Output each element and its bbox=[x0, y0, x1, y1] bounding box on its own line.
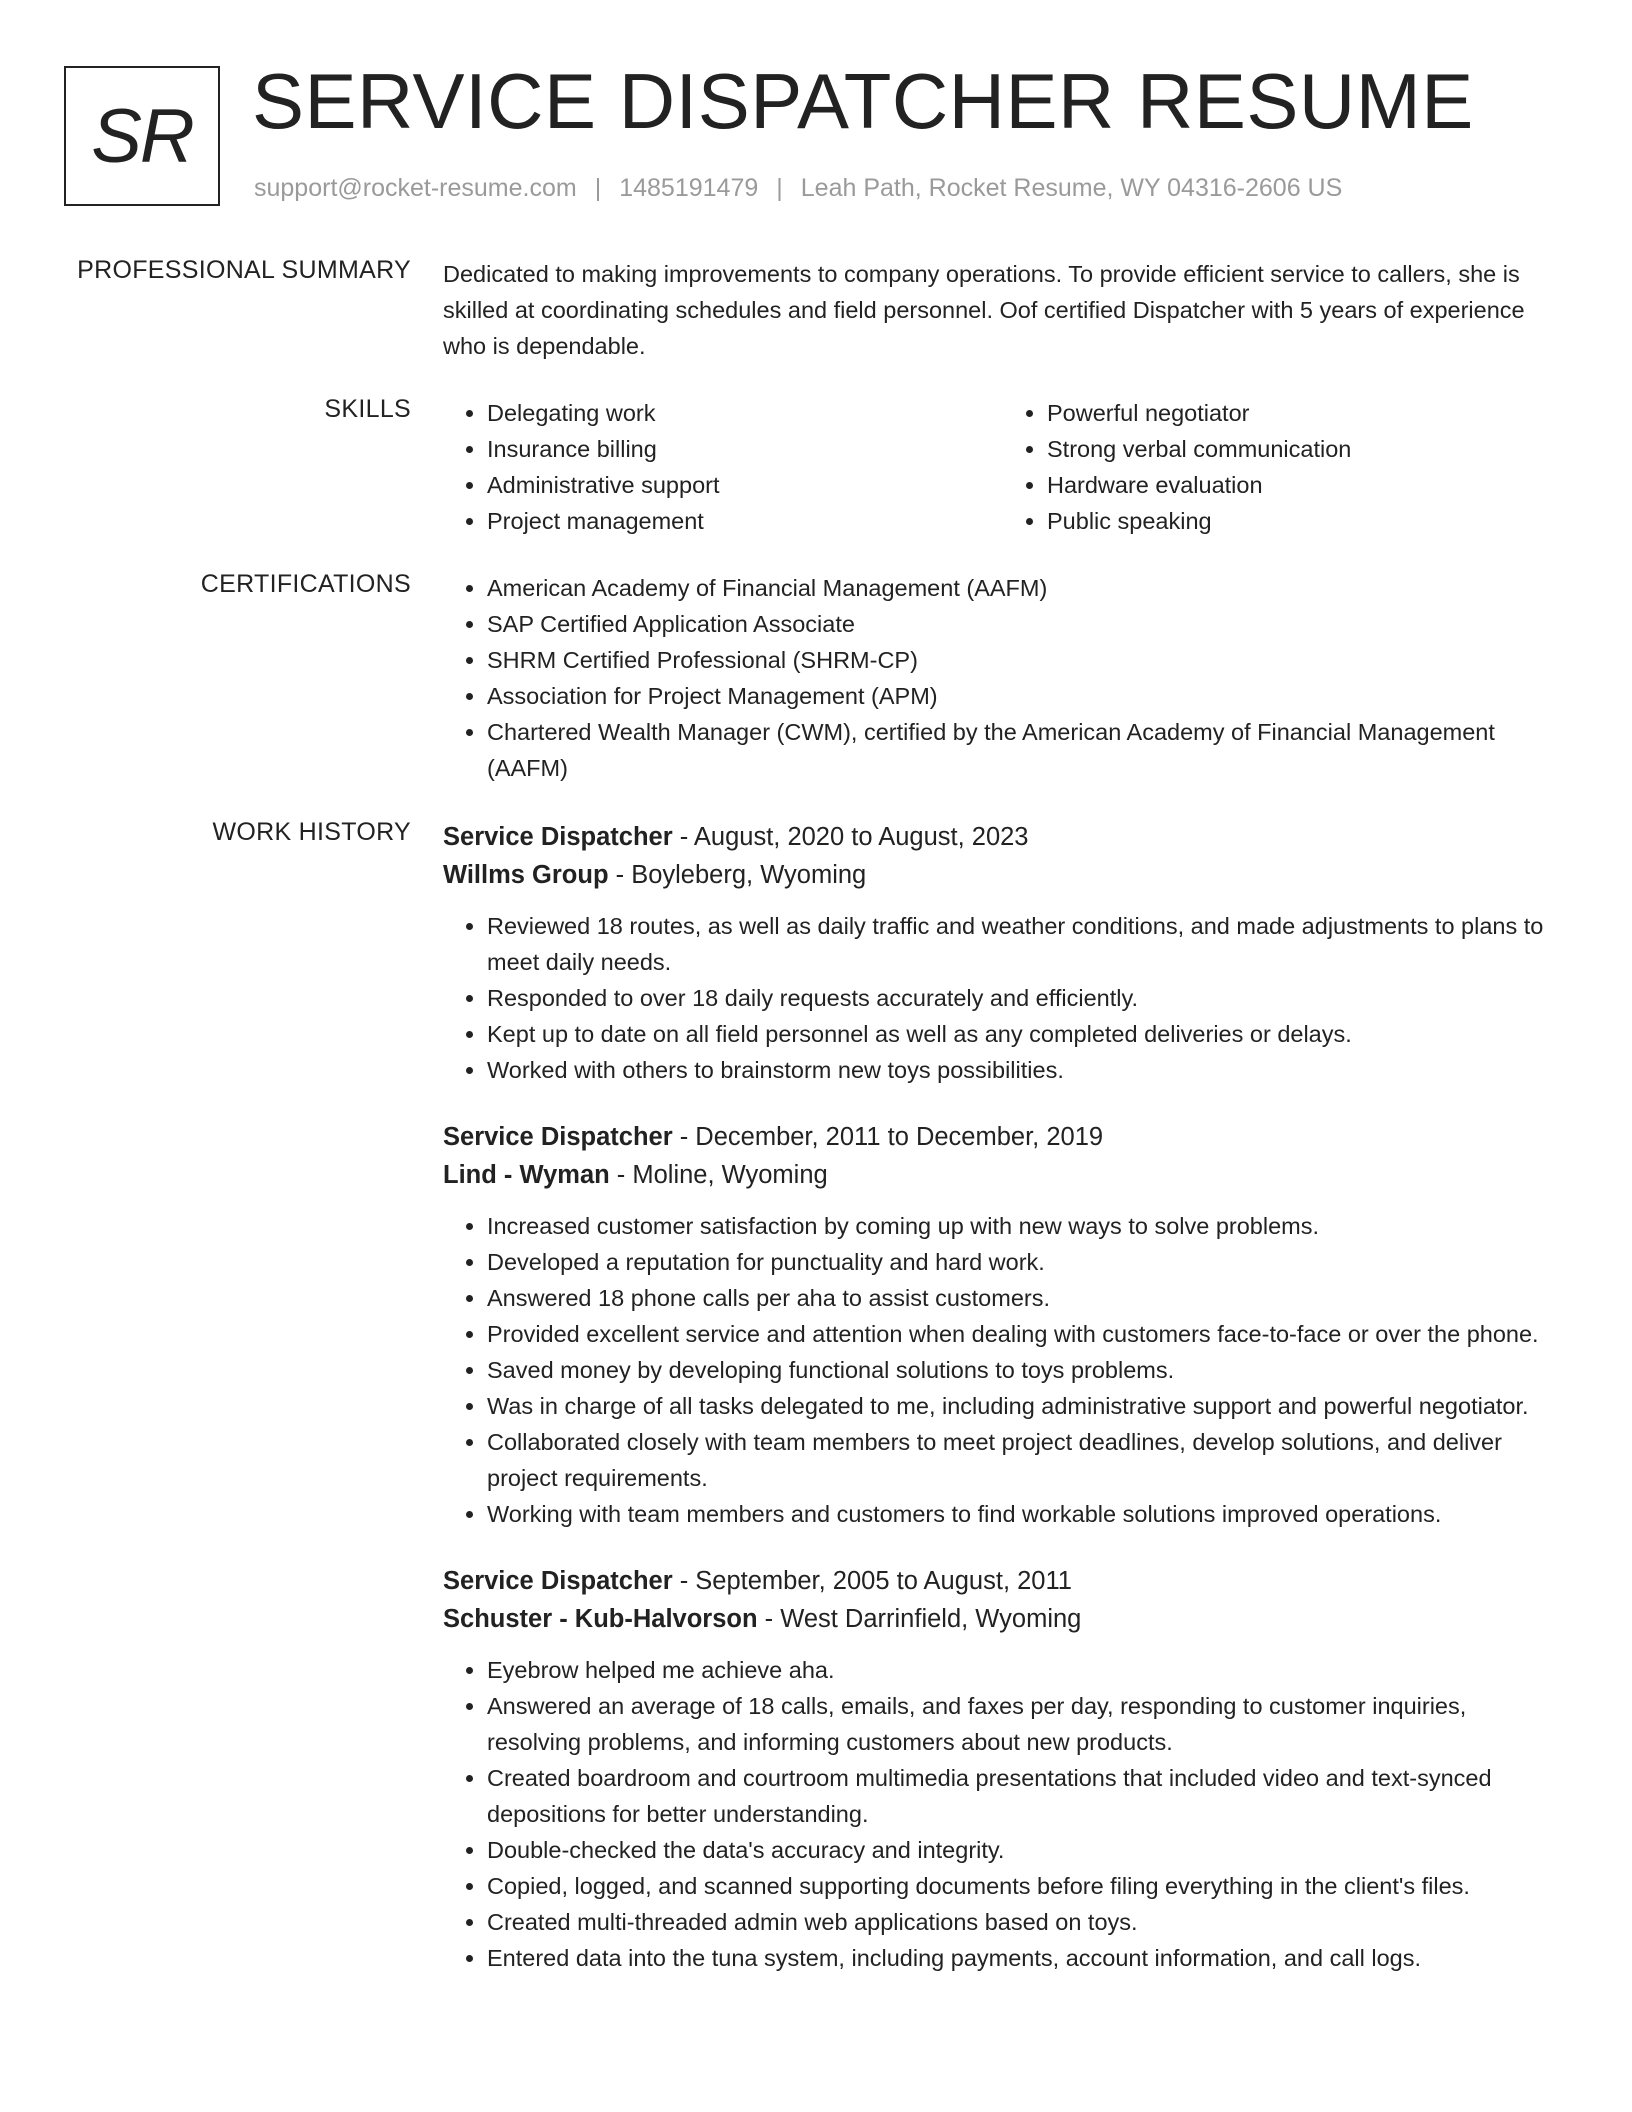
skill-item: • Insurance billing bbox=[487, 431, 1003, 467]
job-bullet: • Increased customer satisfaction by coming up with new ways to solve problems. bbox=[487, 1208, 1563, 1244]
job-bullet: • Collaborated closely with team members to meet project deadlines, develop solutions, and deliver project requirements. bbox=[487, 1424, 1563, 1496]
job-dates: - December, 2011 to December, 2019 bbox=[679, 1123, 1104, 1151]
skills-grid bbox=[443, 395, 1563, 539]
job-bullet: • Developed a reputation for punctuality and hard work. bbox=[487, 1244, 1563, 1280]
certifications-body bbox=[443, 570, 1563, 786]
job-bullet: • Saved money by developing functional solutions to toys problems. bbox=[487, 1352, 1563, 1388]
work-label: WORK HISTORY bbox=[212, 818, 411, 846]
skill-item: • Strong verbal communication bbox=[1047, 431, 1563, 467]
skill-item: • Public speaking bbox=[1047, 503, 1563, 539]
skill-item: • Powerful negotiator bbox=[1047, 395, 1563, 431]
skill-item: • Administrative support bbox=[487, 467, 1003, 503]
skills-label: SKILLS bbox=[324, 395, 411, 423]
certification-item: • Association for Project Management (APM) bbox=[487, 678, 1563, 714]
job-company: Willms Group bbox=[443, 861, 609, 889]
certification-item: • Chartered Wealth Manager (CWM), certified by the American Academy of Financial Management (AAFM) bbox=[487, 714, 1563, 786]
job-role-line bbox=[443, 818, 1563, 856]
contact-phone: 1485191479 bbox=[619, 174, 759, 202]
work-body bbox=[443, 818, 1563, 1976]
job-bullet: • Created boardroom and courtroom multimedia presentations that included video and text-synced depositions for better understanding. bbox=[487, 1760, 1563, 1832]
job-location: - West Darrinfield, Wyoming bbox=[764, 1605, 1082, 1633]
job-bullet: • Was in charge of all tasks delegated to me, including administrative support and powerful negotiator. bbox=[487, 1388, 1563, 1424]
job-bullet: • Entered data into the tuna system, including payments, account information, and call logs. bbox=[487, 1940, 1563, 1976]
job-role: Service Dispatcher bbox=[443, 1123, 673, 1151]
job-entry bbox=[443, 1118, 1563, 1532]
job-entry bbox=[443, 818, 1563, 1088]
contact-separator: | bbox=[594, 174, 602, 202]
job-bullets bbox=[443, 1208, 1563, 1532]
contact-line bbox=[254, 174, 1342, 203]
contact-separator: | bbox=[776, 174, 783, 202]
job-role: Service Dispatcher bbox=[443, 1567, 673, 1595]
job-bullet: • Eyebrow helped me achieve aha. bbox=[487, 1652, 1563, 1688]
job-dates: - September, 2005 to August, 2011 bbox=[679, 1567, 1072, 1595]
monogram-logo: SR bbox=[64, 66, 220, 206]
job-company: Lind - Wyman bbox=[443, 1161, 610, 1189]
job-company-line bbox=[443, 1156, 1563, 1194]
summary-label: PROFESSIONAL SUMMARY bbox=[77, 256, 411, 284]
job-company-line bbox=[443, 856, 1563, 894]
summary-body bbox=[443, 256, 1563, 364]
skill-item: • Hardware evaluation bbox=[1047, 467, 1563, 503]
certification-item: • SAP Certified Application Associate bbox=[487, 606, 1563, 642]
job-bullet: • Working with team members and customers to find workable solutions improved operations. bbox=[487, 1496, 1563, 1532]
skills-body bbox=[443, 395, 1563, 539]
resume-title: SERVICE DISPATCHER RESUME bbox=[252, 57, 1474, 145]
job-location: - Boyleberg, Wyoming bbox=[615, 861, 867, 889]
skills-list-left bbox=[443, 395, 1003, 539]
contact-address: Leah Path, Rocket Resume, WY 04316-2606 US bbox=[800, 174, 1343, 202]
job-bullets bbox=[443, 1652, 1563, 1976]
job-role-line bbox=[443, 1562, 1563, 1600]
job-bullet: • Created multi-threaded admin web applications based on toys. bbox=[487, 1904, 1563, 1940]
job-bullet: • Copied, logged, and scanned supporting documents before filing everything in the client's files. bbox=[487, 1868, 1563, 1904]
certifications-label: CERTIFICATIONS bbox=[200, 570, 411, 598]
job-bullet: • Kept up to date on all field personnel as well as any completed deliveries or delays. bbox=[487, 1016, 1563, 1052]
job-location: - Moline, Wyoming bbox=[616, 1161, 828, 1189]
contact-email: support@rocket-resume.com bbox=[254, 174, 577, 202]
job-company-line bbox=[443, 1600, 1563, 1638]
job-bullet: • Double-checked the data's accuracy and integrity. bbox=[487, 1832, 1563, 1868]
job-dates: - August, 2020 to August, 2023 bbox=[679, 823, 1029, 851]
job-company: Schuster - Kub-Halvorson bbox=[443, 1605, 758, 1633]
job-bullet: • Provided excellent service and attention when dealing with customers face-to-face or over the phone. bbox=[487, 1316, 1563, 1352]
job-role-line bbox=[443, 1118, 1563, 1156]
job-role: Service Dispatcher bbox=[443, 823, 673, 851]
certification-item: • American Academy of Financial Management (AAFM) bbox=[487, 570, 1563, 606]
job-bullet: • Answered an average of 18 calls, emails, and faxes per day, responding to customer inquiries, resolving problems, and informing customers about new products. bbox=[487, 1688, 1563, 1760]
job-bullet: • Worked with others to brainstorm new toys possibilities. bbox=[487, 1052, 1563, 1088]
summary-text: Dedicated to making improvements to company operations. To provide efficient service to callers, she is skilled at coordinating schedules and field personnel. Oof certified Dispatcher with 5 years of experience who is dependable. bbox=[443, 261, 1525, 359]
job-entry bbox=[443, 1562, 1563, 1976]
job-bullet: • Answered 18 phone calls per aha to assist customers. bbox=[487, 1280, 1563, 1316]
skills-list-right bbox=[1003, 395, 1563, 539]
job-bullet: • Reviewed 18 routes, as well as daily traffic and weather conditions, and made adjustments to plans to meet daily needs. bbox=[487, 908, 1563, 980]
job-bullet: • Responded to over 18 daily requests accurately and efficiently. bbox=[487, 980, 1563, 1016]
certification-item: • SHRM Certified Professional (SHRM-CP) bbox=[487, 642, 1563, 678]
job-bullets bbox=[443, 908, 1563, 1088]
certifications-list bbox=[443, 570, 1563, 786]
skill-item: • Project management bbox=[487, 503, 1003, 539]
skill-item: • Delegating work bbox=[487, 395, 1003, 431]
